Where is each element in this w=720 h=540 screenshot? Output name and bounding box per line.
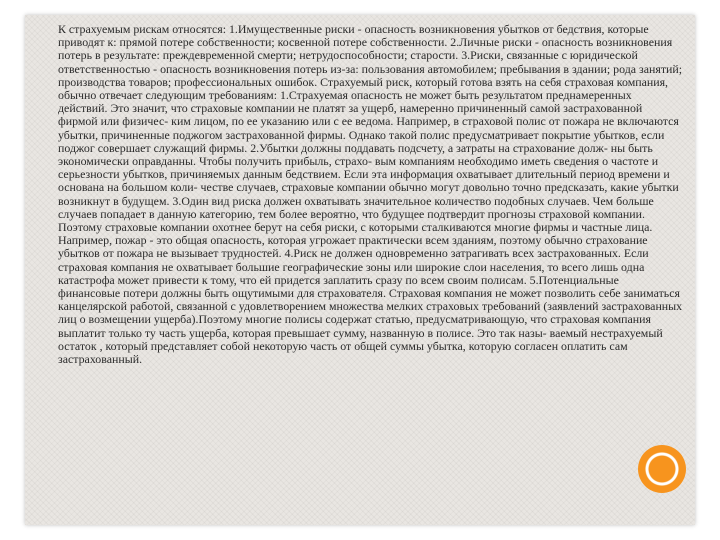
- document-page: [25, 15, 695, 525]
- body-text: К страхуемым рискам относятся: 1.Имущественные риски - опасность возникновения убытков от бедствия, которые приводят к: прямой потере собственности; косвенной потере собственности. 2.Личные риски - опасность возникновения потерь в результате: преждевременной смерти; нетрудоспособности; старости. 3.Риски, связанные с юридической ответственностью - опасность возникновения потерь из-за: пользования автомобилем; пребывания в здании; рода занятий; производства товаров; профессиональных ошибок. Страхуемый риск, который готова взять на себя страховая компания, обычно отвечает следующим требованиям: 1.Страхуемая опасность не может быть результатом преднамеренных действий. Это значит, что страховые компании не платят за ущерб, намеренно причиненный самой застрахованной фирмой или физичес- ким лицом, по ее указанию или с ее ведома. Например, в страховой полис от пожара не включаются убытки, причиненные поджогом застрахованной фирмы. Однако такой полис предусматривает покрытие убытков, если поджог совершает служащий фирмы. 2.Убытки должны поддавать подсчету, а затраты на страхование долж- ны быть экономически оправданны. Чтобы получить прибыль, страхо- вым компаниям необходимо иметь сведения о частоте и серьезности убытков, причиняемых данным бедствием. Если эта информация охватывает длительный период времени и основана на большом коли- честве случаев, страховые компании обычно могут довольно точно предсказать, какие убытки возникнут в будущем. 3.Один вид риска должен охватывать значительное количество подобных случаев. Чем больше случаев попадает в данную категорию, тем более вероятно, что будущее подтвердит прогнозы страховой компании. Поэтому страховые компании охотнее берут на себя риски, с которыми сталкиваются многие фирмы и частные лица. Например, пожар - это общая опасность, которая угрожает практически всем зданиям, поэтому обычно страхование убытков от пожара не вызывает трудностей. 4.Риск не должен одновременно затрагивать всех застрахованных. Если страховая компания не охватывает большие географические зоны или широкие слои населения, то всего лишь одна катастрофа может привести к тому, что ей придется заплатить сразу по всем своим полисам. 5.Потенциальные финансовые потери должны быть ощутимыми для страхователя. Страховая компания не может позволить себе заниматься канцелярской работой, связанной с удовлетворением множества мелких страховых требований (заявлений застрахованных лиц о возмещении ущерба).Поэтому многие полисы содержат статью, предусматривающую, что страховая компания выплатит только ту часть ущерба, которая превышает сумму, названную в полисе. Это так назы- ваемый нестрахуемый остаток , который представляет собой некоторую часть от общей суммы убытка, которую согласен оплатить сам застрахованный.: [58, 22, 683, 367]
- orange-circle-decoration: [638, 445, 686, 493]
